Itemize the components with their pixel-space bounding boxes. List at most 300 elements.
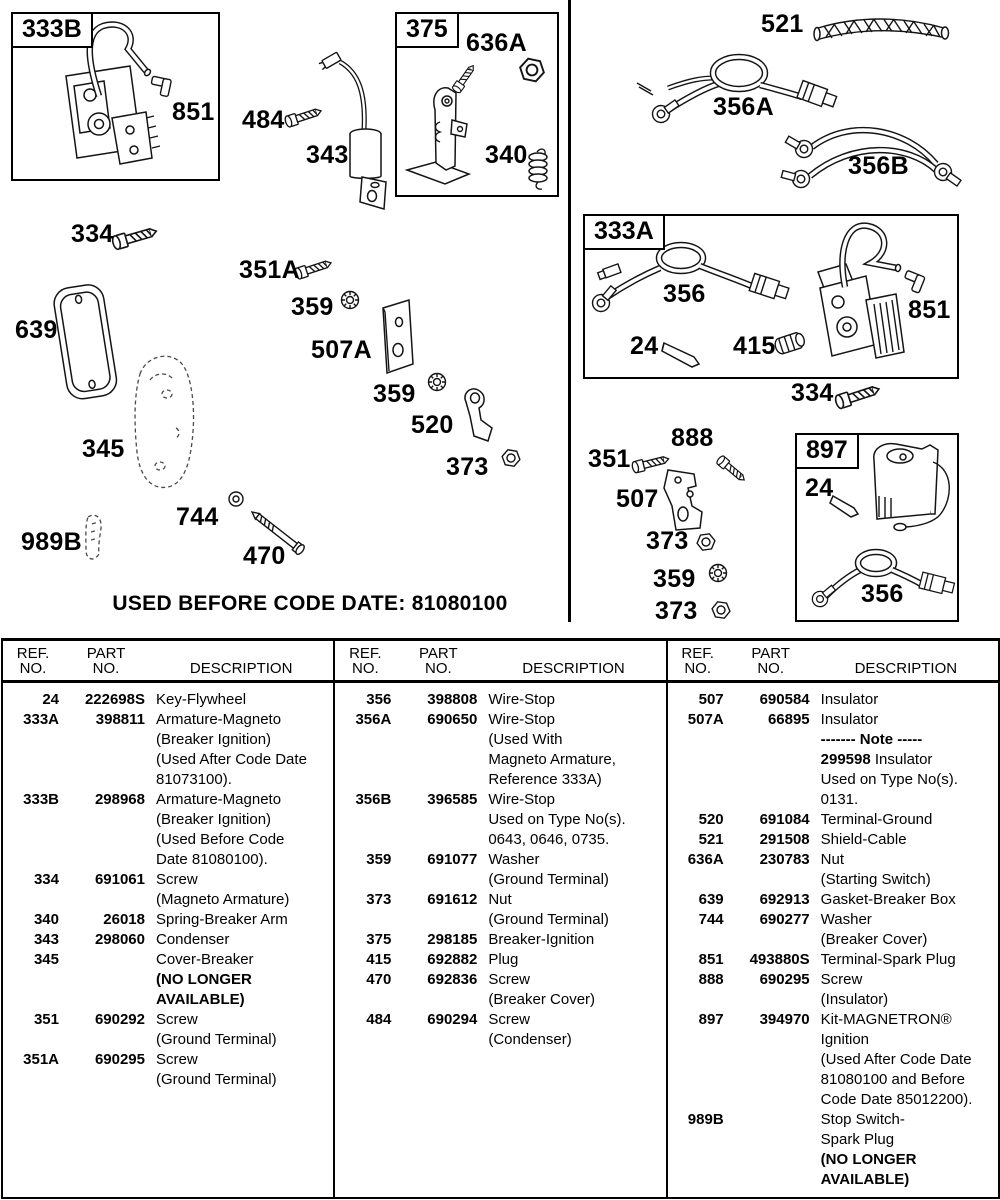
- description-cell: Gasket-Breaker Box: [820, 891, 956, 908]
- part-no-cell: [395, 770, 481, 790]
- part-no-cell: [728, 1070, 814, 1090]
- part-no-cell: [728, 1050, 814, 1070]
- screw-888-drawing: [716, 455, 748, 484]
- part-label-351A: 351A: [239, 256, 300, 284]
- part-label-345: 345: [82, 435, 125, 463]
- ref-no-cell: 356B: [355, 791, 392, 808]
- table-row: [335, 990, 665, 1010]
- part-no-cell: [728, 1090, 814, 1110]
- ref-no-cell: [668, 870, 728, 890]
- description-cell: Washer: [488, 851, 540, 868]
- ref-no-cell: 351: [33, 1011, 59, 1028]
- description-cell: Nut: [488, 891, 512, 908]
- ref-no-cell: [668, 750, 728, 770]
- washer-744-drawing: [229, 492, 243, 506]
- table-row: [3, 830, 333, 850]
- part-no-cell: 291508: [759, 831, 810, 848]
- description-cell: Screw: [156, 871, 198, 888]
- ref-no-cell: [668, 730, 728, 750]
- screw-334-drawing: [111, 225, 158, 251]
- part-no-cell: [63, 750, 149, 770]
- gasket-breaker-box-639-drawing: [52, 283, 119, 401]
- description-cell: Screw: [488, 1011, 531, 1028]
- table-row: [3, 890, 333, 910]
- description-cell: (Ground Terminal): [156, 1031, 277, 1048]
- ref-no-cell: [668, 930, 728, 950]
- description-cell: Reference 333A): [488, 771, 602, 788]
- ref-no-cell: 333A: [23, 711, 59, 728]
- ref-no-cell: [335, 730, 395, 750]
- description-cell: Used on Type No(s).: [488, 811, 626, 828]
- part-label-373: 373: [655, 597, 698, 625]
- part-label-334: 334: [791, 379, 834, 407]
- ref-no-cell: 897: [698, 1011, 724, 1028]
- part-no-cell: [395, 730, 481, 750]
- part-label-639: 639: [15, 316, 58, 344]
- part-no-header: PART NO.: [86, 645, 126, 677]
- table-row: [668, 750, 998, 770]
- section-divider-line: [568, 0, 571, 622]
- part-label-356B: 356B: [848, 152, 909, 180]
- table-row: [3, 850, 333, 870]
- table-row: [668, 770, 998, 790]
- table-row: [335, 710, 665, 730]
- ref-no-cell: [3, 990, 63, 1010]
- table-row: [3, 990, 333, 1010]
- description-cell: Plug: [488, 951, 519, 968]
- part-no-cell: [63, 810, 149, 830]
- part-no-cell: 230783: [759, 851, 810, 868]
- table-column-3: [668, 641, 998, 1197]
- part-no-cell: 493880S: [749, 951, 810, 968]
- table-row: [335, 730, 665, 750]
- nut-373b-drawing: [696, 533, 716, 551]
- description-cell: AVAILABLE): [820, 1171, 910, 1188]
- table-row: [668, 690, 998, 710]
- part-no-cell: [728, 990, 814, 1010]
- ref-no-cell: [3, 1070, 63, 1090]
- description-cell: Wire-Stop: [488, 711, 556, 728]
- part-no-cell: [395, 810, 481, 830]
- ref-no-cell: 484: [366, 1011, 392, 1028]
- part-label-744: 744: [176, 503, 219, 531]
- part-no-cell: [728, 730, 814, 750]
- description-cell: 81073100).: [156, 771, 232, 788]
- ref-no-cell: [3, 850, 63, 870]
- description-cell: Key-Flywheel: [156, 691, 247, 708]
- part-no-cell: [728, 750, 814, 770]
- table-row: [668, 1130, 998, 1150]
- table-row: [335, 1030, 665, 1050]
- ref-no-cell: [3, 810, 63, 830]
- ref-no-cell: 334: [33, 871, 59, 888]
- table-row: [335, 1010, 665, 1030]
- insulator-507-drawing: [664, 470, 702, 530]
- ref-no-cell: 507: [698, 691, 724, 708]
- ref-no-cell: [335, 990, 395, 1010]
- description-cell: Screw: [156, 1051, 198, 1068]
- description-cell: 81080100 and Before: [820, 1071, 965, 1088]
- table-row: [3, 750, 333, 770]
- description-cell: 0131.: [820, 791, 859, 808]
- ref-no-cell: [3, 770, 63, 790]
- ref-no-cell: 373: [366, 891, 392, 908]
- description-cell: Insulator: [820, 711, 879, 728]
- ref-no-cell: [668, 1070, 728, 1090]
- ref-no-cell: [668, 1090, 728, 1110]
- ref-no-cell: 521: [698, 831, 724, 848]
- table-row: [668, 1070, 998, 1090]
- part-no-cell: [395, 870, 481, 890]
- part-label-340: 340: [485, 141, 528, 169]
- description-cell: (Breaker Cover): [820, 931, 928, 948]
- table-row: [3, 910, 333, 930]
- part-no-cell: [63, 770, 149, 790]
- part-no-cell: 692913: [759, 891, 810, 908]
- description-cell: Code Date 85012200).: [820, 1091, 973, 1108]
- part-no-cell: [728, 1110, 814, 1130]
- table-row: [668, 730, 998, 750]
- part-no-cell: [728, 870, 814, 890]
- table-row: [668, 1090, 998, 1110]
- table-header: [3, 641, 333, 683]
- description-cell: Spring-Breaker Arm: [156, 911, 288, 928]
- description-cell: (Used After Code Date: [820, 1051, 972, 1068]
- table-row: [335, 950, 665, 970]
- nut-373-drawing: [501, 449, 521, 467]
- part-no-cell: [63, 1030, 149, 1050]
- parts-list-table: [1, 638, 1000, 1199]
- condenser-343-drawing: [318, 52, 386, 209]
- table-row: [3, 870, 333, 890]
- ref-no-cell: [3, 1030, 63, 1050]
- table-row: [335, 930, 665, 950]
- part-no-cell: [395, 910, 481, 930]
- description-cell: Breaker-Ignition: [488, 931, 595, 948]
- ref-no-cell: 356: [366, 691, 392, 708]
- ref-no-header: REF. NO.: [16, 645, 50, 677]
- callout-box-333B: [11, 12, 220, 181]
- callout-box-label-333B: 333B: [11, 12, 93, 48]
- part-no-header: PART NO.: [419, 645, 458, 677]
- description-cell: Magneto Armature,: [488, 751, 616, 768]
- part-no-cell: [63, 970, 149, 990]
- part-label-888: 888: [671, 424, 714, 452]
- washer-359-drawing: [342, 292, 359, 309]
- table-row: [668, 710, 998, 730]
- part-label-356A: 356A: [713, 93, 774, 121]
- screw-484-drawing: [284, 105, 323, 127]
- table-column-1: [3, 641, 335, 1197]
- description-cell: (Condenser): [488, 1031, 572, 1048]
- part-no-cell: 298968: [94, 791, 145, 808]
- part-label-351: 351: [588, 445, 631, 473]
- part-no-cell: [728, 790, 814, 810]
- ref-no-cell: [668, 1030, 728, 1050]
- table-row: [3, 710, 333, 730]
- table-row: [668, 1050, 998, 1070]
- table-row: [3, 730, 333, 750]
- description-cell: Wire-Stop: [488, 691, 556, 708]
- description-cell: (Breaker Ignition): [156, 811, 272, 828]
- table-row: [3, 790, 333, 810]
- shield-cable-521-drawing: [814, 19, 949, 41]
- screw-334b-drawing: [834, 382, 881, 409]
- part-no-cell: [63, 890, 149, 910]
- part-label-636A: 636A: [466, 29, 527, 57]
- part-no-cell: [728, 1150, 814, 1170]
- description-header: DESCRIPTION: [522, 660, 625, 677]
- ref-no-header: REF. NO.: [681, 645, 714, 677]
- ref-no-cell: [668, 770, 728, 790]
- part-no-cell: 691077: [427, 851, 478, 868]
- part-no-cell: 690277: [759, 911, 810, 928]
- ref-no-cell: [335, 750, 395, 770]
- part-label-484: 484: [242, 106, 285, 134]
- part-no-cell: 396585: [427, 791, 478, 808]
- ref-no-cell: 375: [366, 931, 392, 948]
- table-row: [335, 910, 665, 930]
- ref-no-cell: 340: [33, 911, 59, 928]
- table-row: [668, 950, 998, 970]
- description-cell: (Used After Code Date: [156, 751, 307, 768]
- description-cell: Armature-Magneto: [156, 791, 282, 808]
- part-label-359: 359: [653, 565, 696, 593]
- table-row: [335, 970, 665, 990]
- description-cell: 0643, 0646, 0735.: [488, 831, 610, 848]
- part-no-cell: 691084: [759, 811, 810, 828]
- insulator-507a-drawing: [383, 300, 413, 373]
- part-no-cell: 690650: [427, 711, 478, 728]
- part-label-356: 356: [861, 580, 904, 608]
- table-row: [668, 990, 998, 1010]
- part-no-cell: [728, 1130, 814, 1150]
- part-no-cell: 394970: [759, 1011, 810, 1028]
- table-row: [668, 790, 998, 810]
- table-row: [335, 830, 665, 850]
- table-row: [668, 830, 998, 850]
- ref-no-cell: 507A: [687, 711, 724, 728]
- screw-351-drawing: [631, 453, 670, 473]
- description-cell: Cover-Breaker: [156, 951, 254, 968]
- ref-no-cell: [3, 830, 63, 850]
- description-header: DESCRIPTION: [189, 660, 293, 677]
- ref-no-header: REF. NO.: [349, 645, 382, 677]
- ref-no-cell: 351A: [23, 1051, 59, 1068]
- ref-no-cell: [668, 1170, 728, 1190]
- description-cell: Nut: [820, 851, 844, 868]
- table-row: [3, 1050, 333, 1070]
- part-no-cell: [395, 990, 481, 1010]
- part-no-cell: 690295: [759, 971, 810, 988]
- ref-no-cell: 639: [698, 891, 724, 908]
- part-no-cell: 398808: [427, 691, 478, 708]
- ref-no-cell: [668, 1150, 728, 1170]
- description-cell: Condenser: [156, 931, 230, 948]
- description-cell: Screw: [488, 971, 531, 988]
- part-label-851: 851: [908, 296, 951, 324]
- part-no-cell: 26018: [103, 911, 145, 928]
- part-no-cell: 691061: [94, 871, 145, 888]
- table-row: [668, 910, 998, 930]
- table-row: [668, 930, 998, 950]
- part-no-cell: [395, 750, 481, 770]
- table-row: [3, 770, 333, 790]
- table-row: [335, 770, 665, 790]
- ref-no-cell: 356A: [355, 711, 392, 728]
- washer-359b-drawing: [429, 374, 446, 391]
- table-row: [3, 930, 333, 950]
- description-cell: Used on Type No(s).: [820, 771, 958, 788]
- ref-no-cell: [668, 1130, 728, 1150]
- part-no-cell: 298060: [94, 931, 145, 948]
- part-no-cell: 692882: [427, 951, 478, 968]
- part-no-cell: [395, 830, 481, 850]
- description-cell: (Ground Terminal): [488, 911, 609, 928]
- description-cell: (Used Before Code: [156, 831, 285, 848]
- part-no-cell: [63, 850, 149, 870]
- description-cell: Date 81080100).: [156, 851, 268, 868]
- table-row: [335, 690, 665, 710]
- part-no-cell: 690295: [94, 1051, 145, 1068]
- table-row: [335, 790, 665, 810]
- part-no-cell: 690294: [427, 1011, 478, 1028]
- ref-no-cell: 24: [42, 691, 59, 708]
- table-row: [668, 850, 998, 870]
- callout-box-label-375: 375: [395, 12, 459, 48]
- part-label-989B: 989B: [21, 528, 82, 556]
- part-no-cell: [63, 730, 149, 750]
- ref-no-cell: 343: [33, 931, 59, 948]
- part-label-359: 359: [291, 293, 334, 321]
- description-cell: Shield-Cable: [820, 831, 907, 848]
- description-cell: ------- Note -----: [820, 731, 923, 748]
- table-row: [335, 810, 665, 830]
- table-row: [3, 690, 333, 710]
- table-header: [335, 641, 665, 683]
- part-label-373: 373: [646, 527, 689, 555]
- description-cell: Washer: [820, 911, 872, 928]
- part-label-356: 356: [663, 280, 706, 308]
- ref-no-cell: 888: [698, 971, 724, 988]
- table-row: [668, 1150, 998, 1170]
- table-row: [3, 970, 333, 990]
- description-cell: (Insulator): [820, 991, 889, 1008]
- ref-no-cell: [335, 810, 395, 830]
- part-label-359: 359: [373, 380, 416, 408]
- part-label-334: 334: [71, 220, 114, 248]
- table-row: [668, 1010, 998, 1030]
- part-label-24: 24: [805, 474, 834, 502]
- description-cell: (Breaker Cover): [488, 991, 596, 1008]
- part-no-cell: 222698S: [84, 691, 145, 708]
- table-row: [3, 1010, 333, 1030]
- table-row: [3, 1030, 333, 1050]
- ref-no-cell: [3, 970, 63, 990]
- ref-no-cell: 989B: [687, 1111, 724, 1128]
- description-cell: Terminal-Spark Plug: [820, 951, 956, 968]
- part-label-470: 470: [243, 542, 286, 570]
- table-row: [335, 870, 665, 890]
- part-label-415: 415: [733, 332, 776, 360]
- part-no-cell: [63, 1070, 149, 1090]
- terminal-ground-520-drawing: [465, 389, 492, 441]
- part-no-cell: 692836: [427, 971, 478, 988]
- table-row: [668, 970, 998, 990]
- table-body: [335, 683, 665, 1050]
- ref-no-cell: 359: [366, 851, 392, 868]
- ref-no-cell: [668, 790, 728, 810]
- description-cell: Terminal-Ground: [820, 811, 933, 828]
- ref-no-cell: 470: [366, 971, 392, 988]
- part-no-cell: [63, 990, 149, 1010]
- part-no-cell: [728, 930, 814, 950]
- part-no-cell: [395, 1030, 481, 1050]
- part-label-507A: 507A: [311, 336, 372, 364]
- description-cell: Wire-Stop: [488, 791, 556, 808]
- nut-373c-drawing: [711, 601, 731, 619]
- part-no-cell: [728, 1030, 814, 1050]
- part-label-521: 521: [761, 10, 804, 38]
- table-row: [668, 1030, 998, 1050]
- stop-switch-989b-drawing: [86, 515, 101, 559]
- ref-no-cell: 415: [366, 951, 392, 968]
- table-row: [668, 1170, 998, 1190]
- ref-no-cell: 636A: [687, 851, 724, 868]
- description-cell: Armature-Magneto: [156, 711, 282, 728]
- description-cell: (Used With: [488, 731, 563, 748]
- ref-no-cell: [3, 730, 63, 750]
- part-label-24: 24: [630, 332, 659, 360]
- table-row: [335, 890, 665, 910]
- description-cell: (Starting Switch): [820, 871, 931, 888]
- part-label-520: 520: [411, 411, 454, 439]
- part-label-507: 507: [616, 485, 659, 513]
- callout-box-label-897: 897: [795, 433, 859, 469]
- ref-no-cell: [335, 910, 395, 930]
- description-cell: (Ground Terminal): [156, 1071, 277, 1088]
- description-cell: AVAILABLE): [156, 991, 245, 1008]
- table-header: [668, 641, 998, 683]
- part-no-header: PART NO.: [751, 645, 790, 677]
- table-row: [3, 950, 333, 970]
- ref-no-cell: [335, 830, 395, 850]
- part-no-cell: 66895: [767, 711, 810, 728]
- part-no-cell: [728, 1170, 814, 1190]
- ref-no-cell: [335, 770, 395, 790]
- description-cell: Insulator: [820, 691, 879, 708]
- part-no-cell: [63, 950, 149, 970]
- description-cell: Ignition: [820, 1031, 870, 1048]
- table-row: [668, 890, 998, 910]
- ref-no-cell: 345: [33, 951, 59, 968]
- description-cell: (Breaker Ignition): [156, 731, 272, 748]
- part-no-cell: [63, 830, 149, 850]
- part-no-cell: 298185: [427, 931, 478, 948]
- description-cell: 299598 Insulator: [820, 751, 933, 768]
- ref-no-cell: [335, 1030, 395, 1050]
- description-header: DESCRIPTION: [854, 660, 958, 677]
- table-body: [3, 683, 333, 1090]
- diagram-caption: USED BEFORE CODE DATE: 81080100: [112, 592, 508, 615]
- part-label-373: 373: [446, 453, 489, 481]
- part-no-cell: 398811: [95, 711, 145, 728]
- ref-no-cell: [335, 870, 395, 890]
- ref-no-cell: [668, 990, 728, 1010]
- description-cell: Spark Plug: [820, 1131, 895, 1148]
- ref-no-cell: 744: [698, 911, 724, 928]
- part-label-343: 343: [306, 141, 349, 169]
